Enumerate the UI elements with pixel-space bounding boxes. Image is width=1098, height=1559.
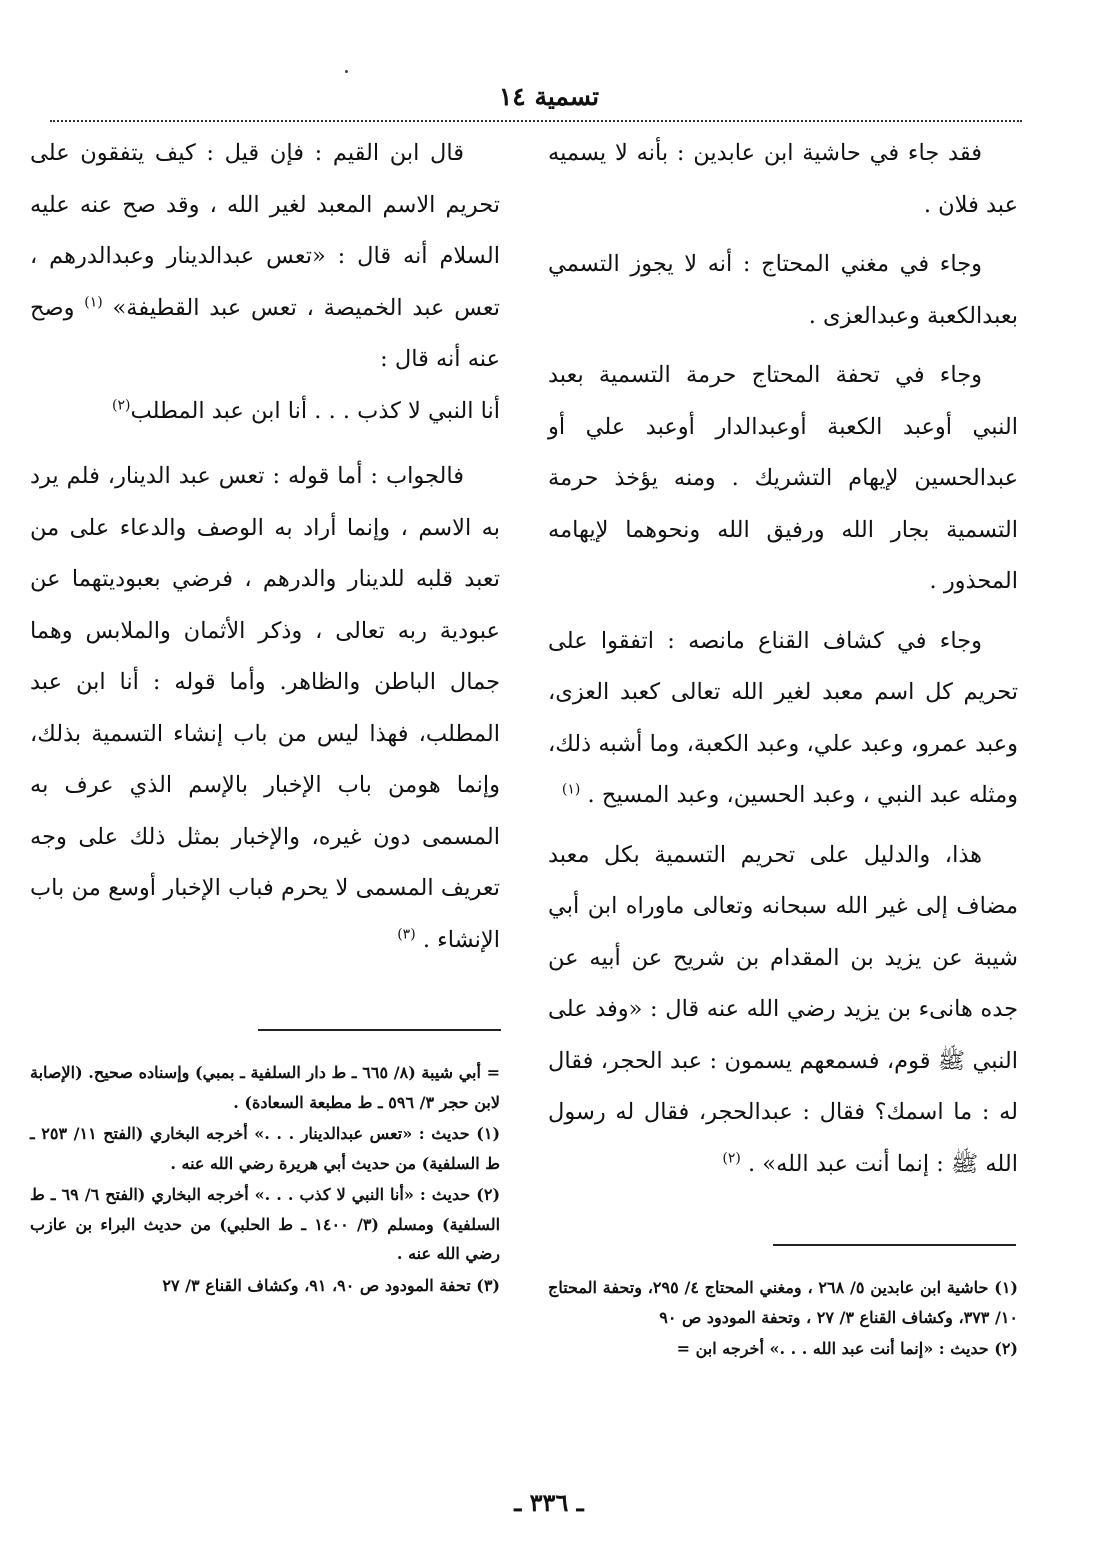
footnote: = أبي شيبة (٨/ ٦٦٥ ـ ط دار السلفية ـ بمبي) وإسناده صحيح. (الإصابة لابن حجر ٣/ ٥٩٦ ـ ط مطبعة السعادة) . [30, 1063, 501, 1112]
paragraph [548, 128, 1018, 231]
paragraph-text: وصح عنه أنه قال : [30, 294, 500, 372]
footnote-ref[interactable]: (٢) [112, 397, 131, 413]
paragraph-text: وجاء في كشاف القناع مانصه : اتفقوا على تحريم كل اسم معبد لغير الله تعالى كعبد العزى، وعبد عمرو، وعبد علي، وعبد الكعبة، وما أشبه ذلك، ومثله عبد النبي ، وعبد الحسين، وعبد المسيح . [548, 627, 1018, 808]
paragraph [30, 451, 500, 966]
paragraph-text: قال ابن القيم : فإن قيل : كيف يتفقون على تحريم الاسم المعبد لغير الله ، وقد صح عنه عليه السلام أنه قال : «تعس عبدالدينار وعبدالدرهم ، تعس عبد الخميصة ، تعس عبد القطيفة» [30, 140, 501, 321]
page-number: ـ ٣٣٦ ـ [514, 1488, 584, 1517]
left-footnotes [30, 1058, 500, 1302]
paragraph [548, 350, 1018, 608]
paragraph-text: وجاء في تحفة المحتاج حرمة التسمية بعبد النبي أوعبد الكعبة أوعبدالدار أوعبد علي أو عبدالحسين لإيهام التشريك . ومنه يؤخذ حرمة التسمية بجار الله ورفيق الله ونحوهما لإيهامه المحذور . [548, 362, 1018, 594]
left-column [30, 128, 500, 966]
header-dotted-rule [50, 120, 1022, 122]
right-footnotes [548, 1273, 1018, 1366]
footnote-separator [773, 1244, 1016, 1246]
footnote: (٢) حديث : «إنما أنت عبد الله . . .» أخرجه ابن = [676, 1339, 1018, 1358]
right-column [548, 128, 1018, 1190]
paragraph-text: فقد جاء في حاشية ابن عابدين : بأنه لا يسميه عبد فلان . [548, 140, 1018, 218]
paragraph [548, 616, 1018, 822]
footnote-ref[interactable]: (٢) [722, 1150, 741, 1166]
scan-speck [345, 70, 348, 73]
paragraph [30, 128, 500, 386]
spacer [30, 437, 500, 451]
footnote: (١) حديث : «تعس عبدالدينار . . .» أخرجه البخاري (الفتح ١١/ ٢٥٣ ـ ط السلفية) من حديث أبي هريرة رضي الله عنه . [30, 1124, 501, 1173]
paragraph [548, 239, 1018, 342]
paragraph-text: فالجواب : أما قوله : تعس عبد الدينار، فلم يرد به الاسم ، وإنما أراد به الوصف والدعاء على من تعبد قلبه للدينار والدرهم ، فرضي بعبوديتهما عن عبودية ربه تعالى ، وذكر الأثمان والملابس وهما جمال الباطن والظاهر. وأما قوله : أنا ابن عبد المطلب، فهذا ليس من باب إنشاء التسمية بذلك، وإنما هومن باب الإخبار بالإسم الذي عرف به المسمى دون غيره، والإخبار بمثل ذلك على وجه تعريف المسمى لا يحرم فباب الإخبار أوسع من باب الإنشاء . [30, 463, 500, 953]
footnote-separator [258, 1029, 501, 1031]
paragraph [548, 830, 1018, 1191]
footnote: (٣) تحفة المودود ص ٩٠، ٩١، وكشاف القناع ٣/ ٢٧ [162, 1275, 500, 1295]
verse-line [30, 386, 500, 438]
footnote-ref[interactable]: (١) [84, 294, 103, 310]
paragraph-text: هذا، والدليل على تحريم التسمية بكل معبد مضاف إلى غير الله سبحانه وتعالى ماوراه ابن أبي شيبة عن يزيد بن المقدام بن شريح عن أبيه عن جده هانىء بن يزيد رضي الله عنه قال : «وفد على النبي ﷺ قوم، فسمعهم يسمون : عبد الحجر، فقال له : ما اسمك؟ فقال : عبدالحجر، فقال له رسول الله ﷺ : إنما أنت عبد الله» . [548, 841, 1018, 1177]
footnote-ref[interactable]: (١) [561, 781, 581, 798]
running-title: تسمية ١٤ [498, 82, 600, 111]
paragraph-text: وجاء في مغني المحتاج : أنه لا يجوز التسمي بعبدالكعبة وعبدالعزى . [548, 251, 1018, 329]
footnote-ref[interactable]: (٣) [397, 926, 416, 942]
footnote: (١) حاشية ابن عابدين ٥/ ٢٦٨ ، ومغني المحتاج ٤/ ٢٩٥، وتحفة المحتاج ١٠/ ٣٧٣، وكشاف القناع ٣/ ٢٧ ، وتحفة المودود ص ٩٠ [548, 1278, 1018, 1327]
footnote: (٢) حديث : «أنا النبي لا كذب . . .» أخرجه البخاري (الفتح ٦/ ٦٩ ـ ط السلفية) ومسلم (٣/ ١٤٠٠ ـ ط الحلبي) من حديث البراء بن عازب رضي الله عنه . [30, 1185, 501, 1263]
verse-text: أنا النبي لا كذب . . . أنا ابن عبد المطلب [130, 397, 500, 424]
